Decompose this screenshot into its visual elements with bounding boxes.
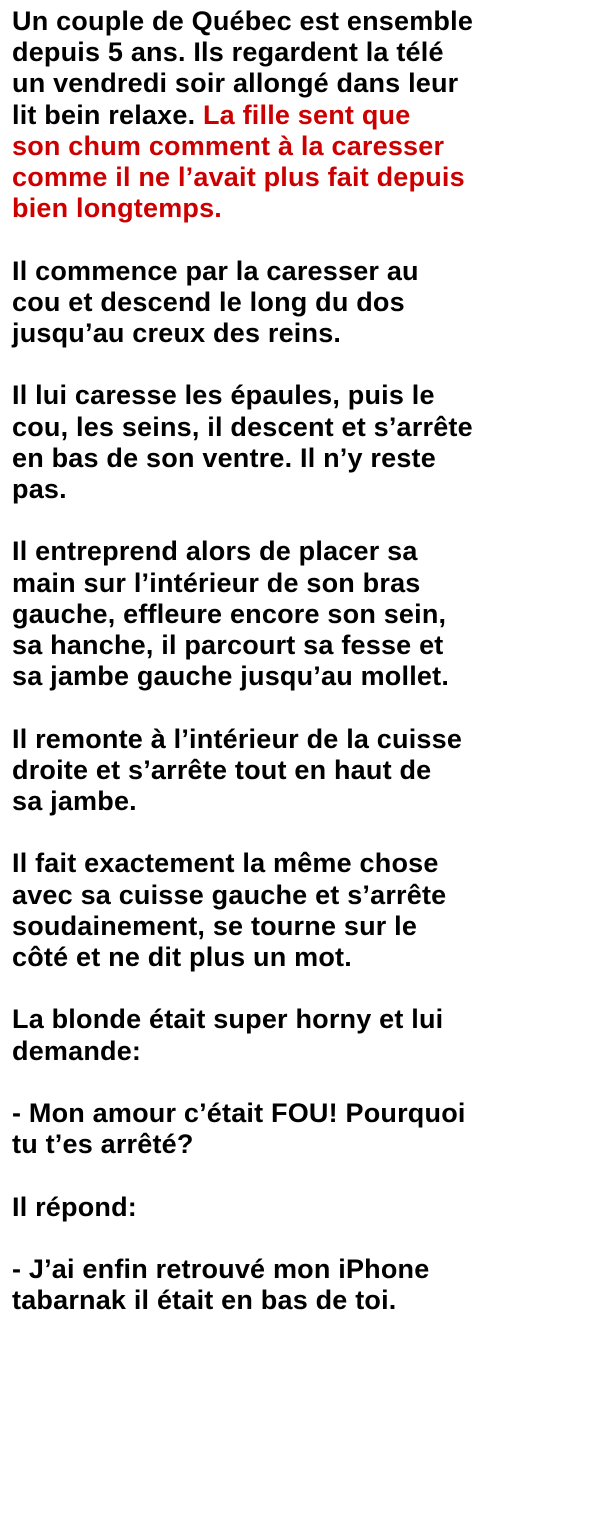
paragraph-3: Il lui caresse les épaules, puis le cou, les seins, il descent et s’arrête en bas de son ventre. Il n’y reste pas.	[12, 380, 473, 505]
paragraph-10: - J’ai enfin retrouvé mon iPhone tabarnak il était en bas de toi.	[12, 1253, 430, 1316]
intro-text: Un couple de Québec est ensemble depuis 5 ans. Ils regardent la télé un vendredi soir allongé dans leur lit bein relaxe.	[12, 6, 474, 130]
paragraph-5: Il remonte à l’intérieur de la cuisse droite et s’arrête tout en haut de sa jambe.	[12, 723, 463, 817]
paragraph-4: Il entreprend alors de placer sa main sur l’intérieur de son bras gauche, effleure encore son sein, sa hanche, il parcourt sa fesse et sa jambe gauche jusqu’au mollet.	[12, 536, 450, 692]
paragraph-9: Il répond:	[12, 1191, 137, 1222]
paragraph-7: La blonde était super horny et lui demande:	[12, 1004, 444, 1066]
intro-highlight-text: La fille sent que son chum comment à la caresser comme il ne l’avait plus fait depuis bien longtemps.	[12, 99, 465, 224]
joke-story	[12, 6, 600, 1316]
paragraph-8: - Mon amour c’était FOU! Pourquoi tu t’es arrêté?	[12, 1098, 466, 1160]
paragraph-6: Il fait exactement la même chose avec sa cuisse gauche et s’arrête soudainement, se tourne sur le côté et ne dit plus un mot.	[12, 848, 447, 973]
paragraph-2: Il commence par la caresser au cou et descend le long du dos jusqu’au creux des reins.	[12, 255, 419, 349]
paragraph-intro	[12, 6, 600, 224]
